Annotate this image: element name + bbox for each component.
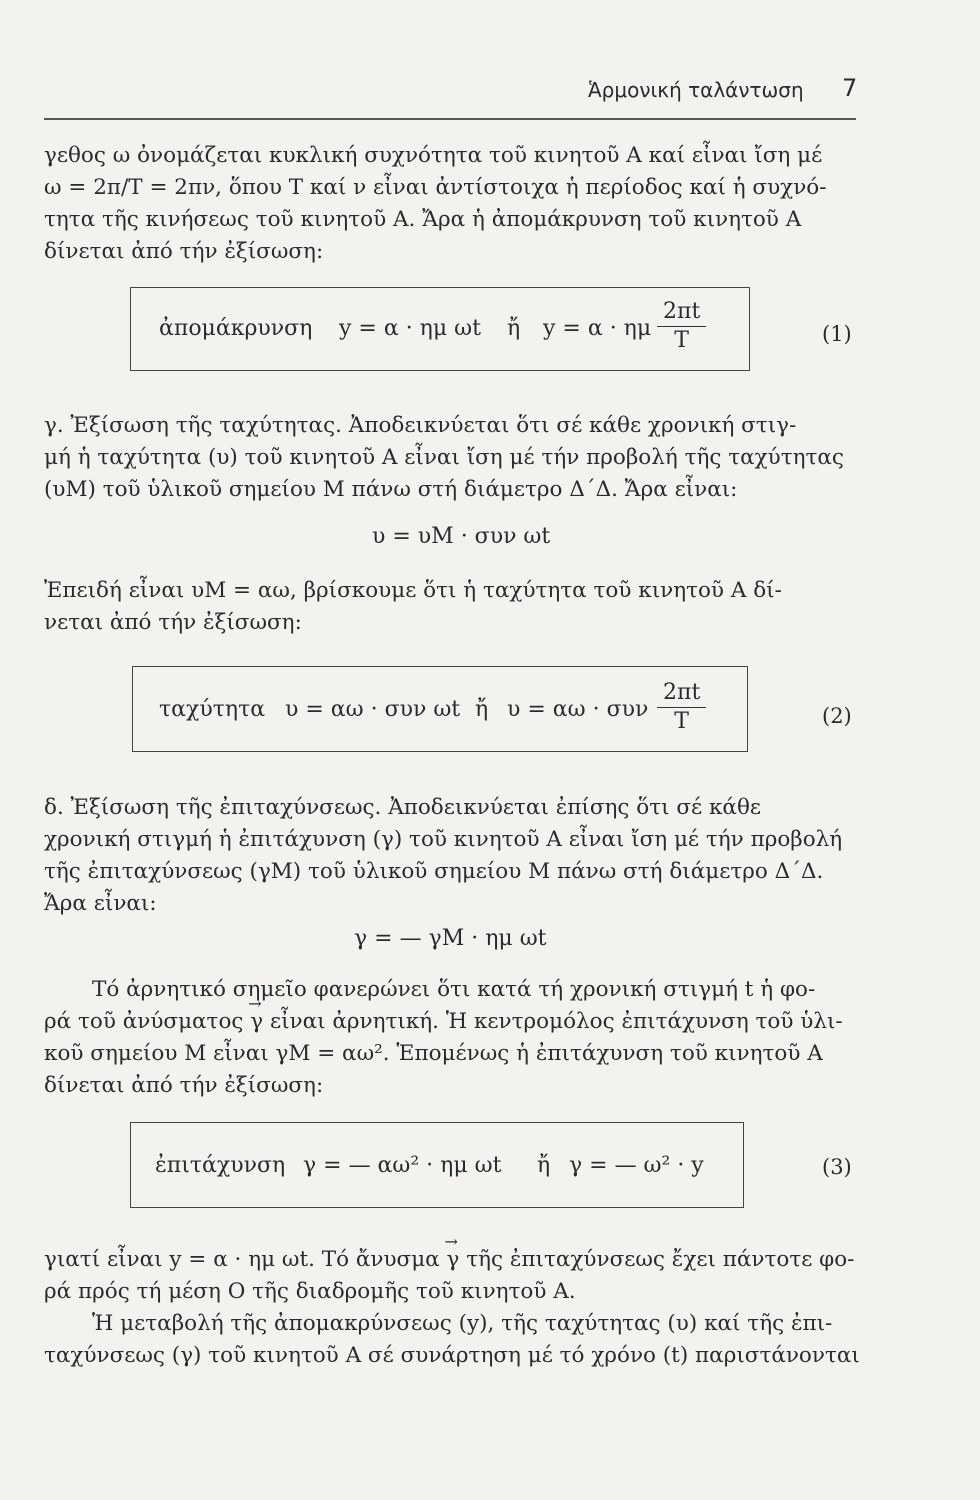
- equation-label: ἐπιτάχυνση: [155, 1153, 286, 1178]
- equation-number: (1): [822, 322, 852, 346]
- text-line: γεθος ω ὀνομάζεται κυκλική συχνότητα τοῦ κινητοῦ Α καί εἶναι ἴση μέ: [44, 143, 823, 168]
- equation-right: υ = αω · συν: [507, 697, 649, 722]
- running-title: Ἁρμονική ταλάντωση: [588, 78, 804, 102]
- fraction-numerator: 2πt: [657, 679, 706, 708]
- equation-right: y = α · ημ: [543, 316, 652, 341]
- text-line: [44, 1244, 856, 1276]
- text-line: τῆς ἐπιταχύνσεως (γM) τοῦ ὑλικοῦ σημείου Μ πάνω στή διάμετρο Δ΄Δ.: [44, 859, 824, 884]
- page-number: 7: [842, 74, 858, 102]
- equation-number: (2): [822, 704, 852, 728]
- paragraph-acceleration: [44, 792, 856, 920]
- paragraph-direction: [44, 1244, 860, 1372]
- equation-velocity: υ = υM · συν ωt: [372, 524, 551, 549]
- text-line: ταχύνσεως (γ) τοῦ κινητοῦ Α σέ συνάρτηση μέ τό χρόνο (t) παριστάνονται: [44, 1343, 860, 1368]
- text-line: κοῦ σημείου Μ εἶναι γM = αω². Ἑπομένως ἡ ἐπιτάχυνση τοῦ κινητοῦ Α: [44, 1041, 823, 1066]
- text-line: γ. Ἐξίσωση τῆς ταχύτητας. Ἀποδεικνύεται ὅτι σέ κάθε χρονική στιγ-: [44, 413, 797, 438]
- text-line: Ἡ μεταβολή τῆς ἀπομακρύνσεως (y), τῆς ταχύτητας (υ) καί τῆς ἐπι-: [92, 1311, 833, 1336]
- equation-fraction: [657, 679, 706, 736]
- equation-or: ἤ: [537, 1153, 551, 1178]
- text-fragment: εἶναι ἀρνητική. Ἡ κεντρομόλος ἐπιτάχυνση τοῦ ὑλι-: [263, 1009, 843, 1034]
- equation-box-velocity: [132, 666, 748, 752]
- text-line: [44, 1006, 856, 1038]
- text-line: μή ἡ ταχύτητα (υ) τοῦ κινητοῦ Α εἶναι ἴση μέ τήν προβολή τῆς ταχύτητας: [44, 445, 844, 470]
- text-line: Ἄρα εἶναι:: [44, 891, 157, 916]
- paragraph-sign: [44, 974, 856, 1102]
- fraction-denominator: T: [674, 328, 689, 353]
- text-fragment: ρά τοῦ ἀνύσματος: [44, 1009, 251, 1034]
- text-line: (υM) τοῦ ὑλικοῦ σημείου Μ πάνω στή διάμετρο Δ΄Δ. Ἄρα εἶναι:: [44, 477, 738, 502]
- equation-left: υ = αω · συν ωt: [285, 697, 461, 722]
- equation-right: γ = — ω² · y: [569, 1153, 704, 1178]
- paragraph-intro: [44, 140, 856, 268]
- fraction-numerator: 2πt: [657, 298, 706, 327]
- paragraph-velocity-cont: [44, 575, 856, 639]
- text-line: δίνεται ἀπό τήν ἐξίσωση:: [44, 1073, 324, 1098]
- equation-label: ἀπομάκρυνση: [159, 316, 313, 341]
- equation-fraction: [657, 298, 706, 355]
- vector-gamma: → γ: [250, 1006, 263, 1038]
- text-line: Τό ἀρνητικό σημεῖο φανερώνει ὅτι κατά τή χρονική στιγμή t ἡ φο-: [92, 977, 816, 1002]
- text-fragment: γιατί εἶναι y = α · ημ ωt. Τό ἄνυσμα: [44, 1247, 447, 1272]
- vector-gamma: → γ: [447, 1244, 460, 1276]
- equation-acceleration: γ = — γM · ημ ωt: [354, 926, 547, 951]
- equation-number: (3): [822, 1155, 852, 1179]
- text-line: τητα τῆς κινήσεως τοῦ κινητοῦ Α. Ἄρα ἡ ἀπομάκρυνση τοῦ κινητοῦ Α: [44, 207, 802, 232]
- text-line: ρά πρός τή μέση Ο τῆς διαδρομῆς τοῦ κινητοῦ Α.: [44, 1279, 576, 1304]
- equation-or: ἤ: [475, 697, 489, 722]
- paragraph-velocity: [44, 410, 856, 506]
- text-line: χρονική στιγμή ἡ ἐπιτάχυνση (γ) τοῦ κινητοῦ Α εἶναι ἴση μέ τήν προβολή: [44, 827, 843, 852]
- equation-or: ἤ: [507, 316, 521, 341]
- equation-label: ταχύτητα: [159, 697, 266, 722]
- equation-box-displacement: [130, 287, 750, 371]
- text-line: δίνεται ἀπό τήν ἐξίσωση:: [44, 239, 324, 264]
- text-line: νεται ἀπό τήν ἐξίσωση:: [44, 610, 302, 635]
- text-line: ω = 2π/T = 2πν, ὅπου T καί ν εἶναι ἀντίστοιχα ἡ περίοδος καί ἡ συχνό-: [44, 175, 827, 200]
- equation-left: y = α · ημ ωt: [339, 316, 481, 341]
- equation-box-acceleration: [130, 1122, 744, 1208]
- text-line: Ἐπειδή εἶναι υM = αω, βρίσκουμε ὅτι ἡ ταχύτητα τοῦ κινητοῦ Α δί-: [44, 578, 782, 603]
- fraction-denominator: T: [674, 709, 689, 734]
- text-fragment: τῆς ἐπιταχύνσεως ἔχει πάντοτε φο-: [459, 1247, 855, 1272]
- text-line: δ. Ἐξίσωση τῆς ἐπιταχύνσεως. Ἀποδεικνύεται ἐπίσης ὅτι σέ κάθε: [44, 795, 762, 820]
- header-rule: [44, 118, 856, 120]
- equation-left: γ = — αω² · ημ ωt: [303, 1153, 502, 1178]
